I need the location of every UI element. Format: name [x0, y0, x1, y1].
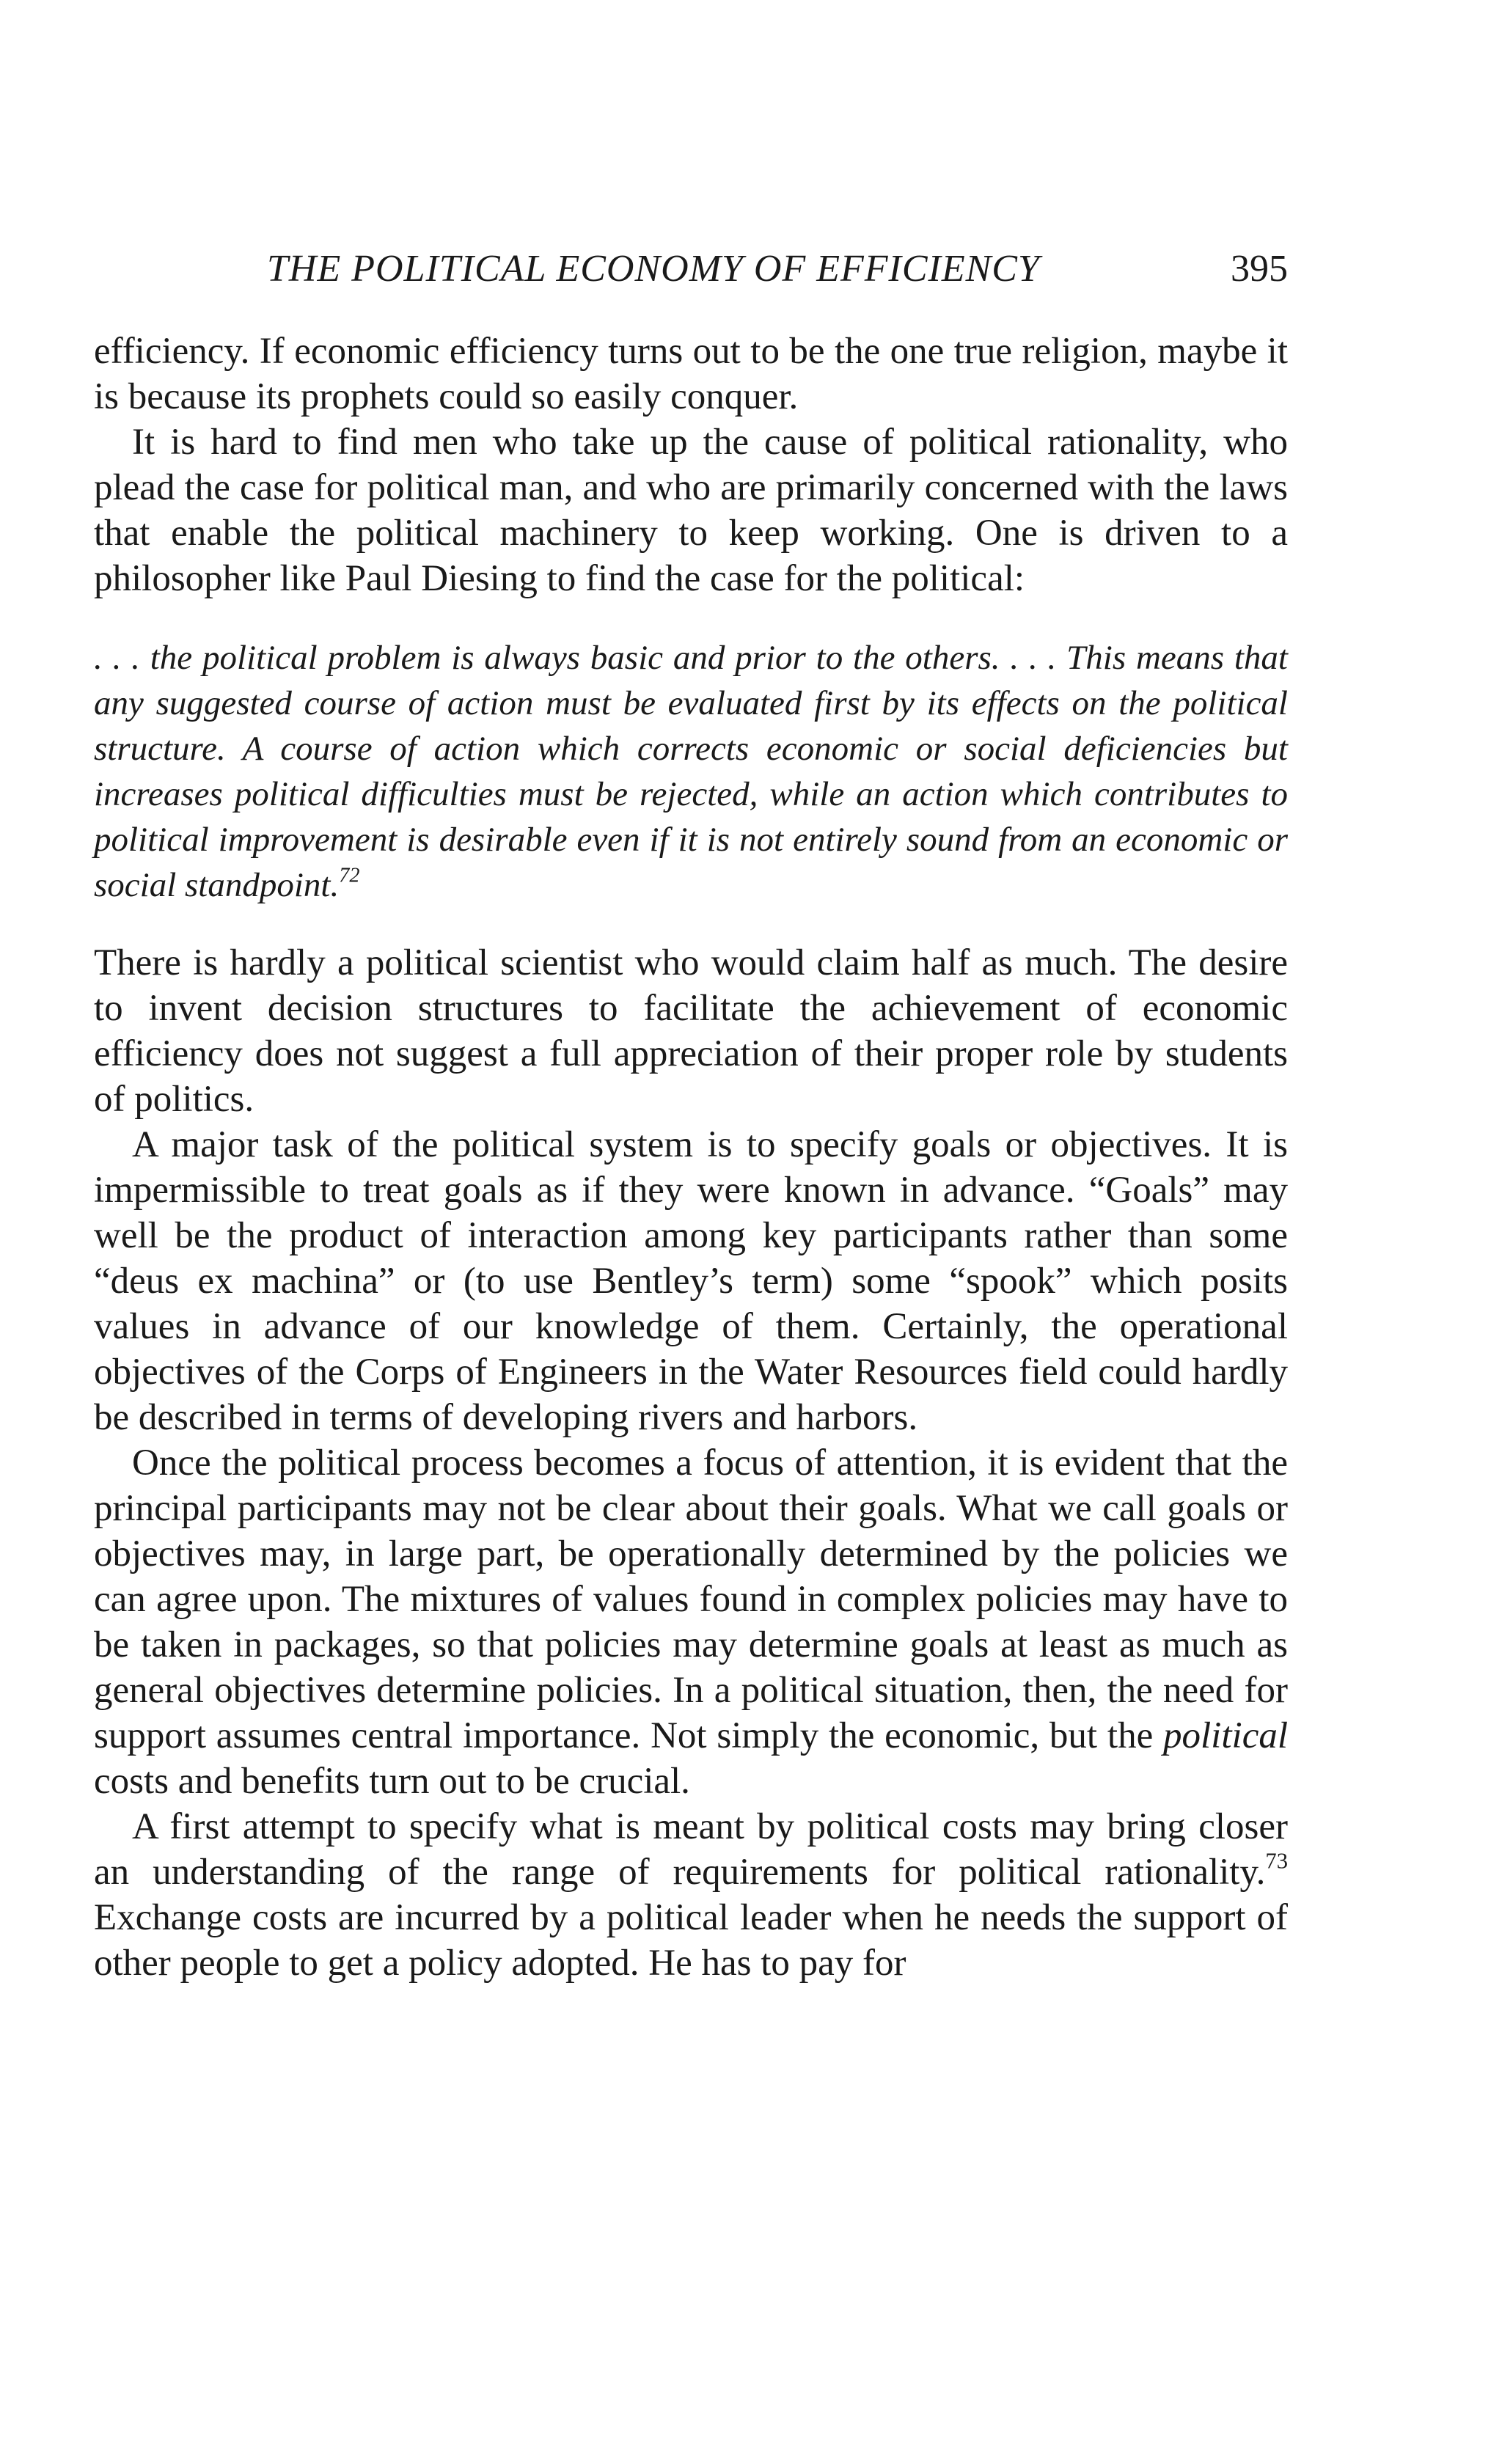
paragraph-continuation: efficiency. If economic efficiency turns out to be the one true religion, maybe it is because its prophets could so easily conquer.	[94, 331, 1288, 417]
running-head	[94, 243, 1288, 295]
running-title: THE POLITICAL ECONOMY OF EFFICIENCY	[267, 248, 1040, 290]
paragraph-text: Once the political process becomes a focus of attention, it is evident that the principal participants may not be clear about their goals. What we call goals or objectives may, in large part, be operationally determined by the policies we can agree upon. The mixtures of values found in complex policies may have to be taken in packages, so that policies may determine goals at least as much as general objectives determine policies. In a political situation, then, the need for support assumes central importance. Not simply the economic, but the	[94, 1442, 1288, 1756]
footnote-marker: 73	[1265, 1848, 1288, 1874]
block-quote-text	[94, 635, 1288, 908]
emphasis-text: political	[1163, 1715, 1288, 1756]
paragraph: It is hard to find men who take up the cause of political rationality, who plead the case for political man, and who are primarily concerned with the laws that enable the political machinery to keep working. One is driven to a philosopher like Paul Diesing to find the case for the political:	[94, 422, 1288, 599]
body-text	[94, 329, 1288, 1986]
paragraph: There is hardly a political scientist who would claim half as much. The desire to invent decision structures to facilitate the achievement of economic efficiency does not suggest a full appreciation of their proper role by students of politics.	[94, 942, 1288, 1120]
page-number: 395	[1231, 248, 1288, 290]
footnote-marker: 72	[339, 864, 360, 887]
paragraph: A major task of the political system is to specify goals or objectives. It is impermissible to treat goals as if they were known in advance. “Goals” may well be the product of interaction among key participants rather than some “deus ex machina” or (to use Bentley’s term) some “spook” which posits values in advance of our knowledge of them. Certainly, the operational objectives of the Corps of Engineers in the Water Resources field could hardly be described in terms of developing rivers and harbors.	[94, 1124, 1288, 1438]
paragraph-text: Exchange costs are incurred by a political leader when he needs the support of other people to get a policy adopted. He has to pay for	[94, 1897, 1288, 1984]
paragraph	[94, 1804, 1288, 1986]
block-quote	[94, 635, 1288, 908]
book-page	[94, 0, 1288, 2464]
quote-text: . . . the political problem is always basic and prior to the others. . . . This means that any suggested course of action must be evaluated first by its effects on the political structure. A course of action which corrects economic or social deficiencies but increases political difficulties must be rejected, while an action which contributes to political improvement is desirable even if it is not entirely sound from an economic or social standpoint.	[94, 639, 1288, 904]
paragraph-text: A first attempt to specify what is meant by political costs may bring closer an understanding of the range of requirements for political rationality.	[94, 1806, 1288, 1893]
paragraph-text: costs and benefits turn out to be crucial.	[94, 1761, 690, 1802]
paragraph	[94, 1440, 1288, 1804]
